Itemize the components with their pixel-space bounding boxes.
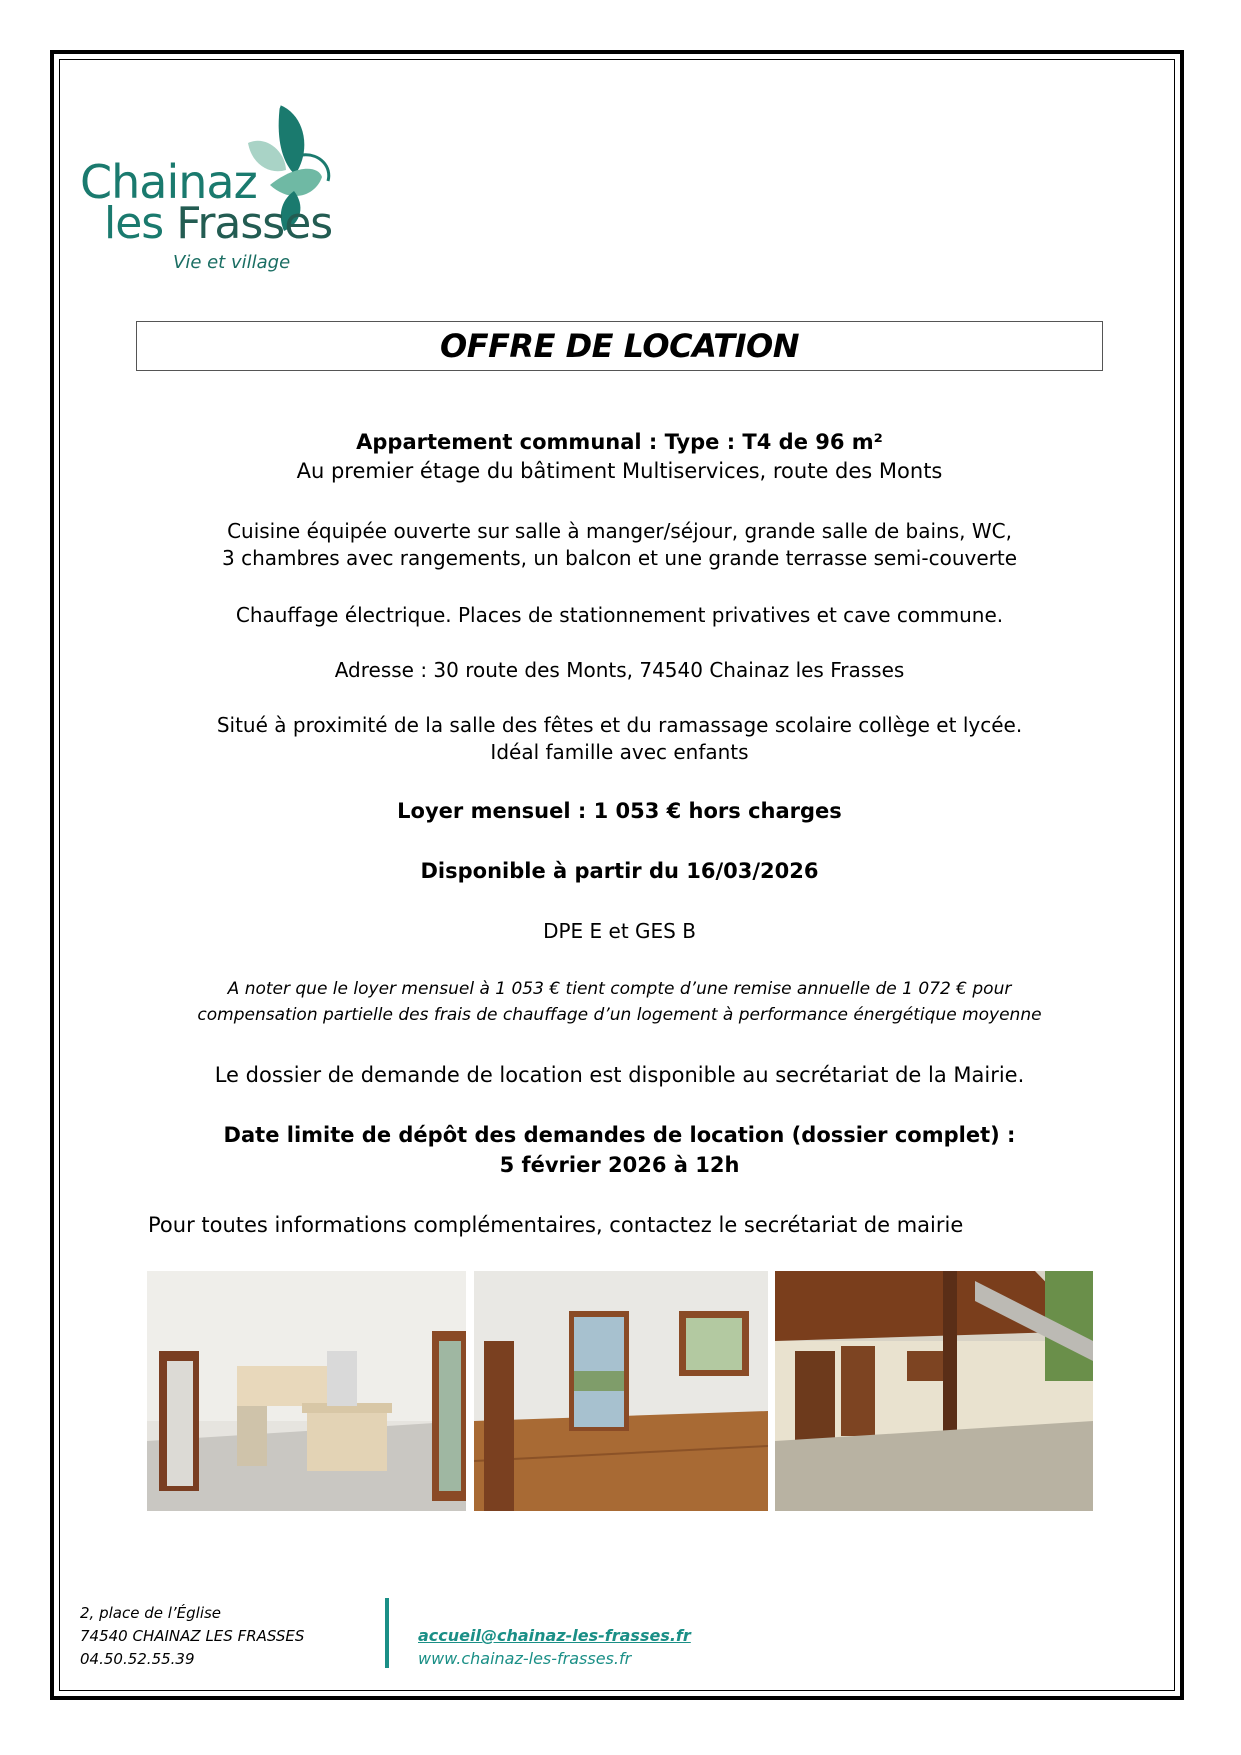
photo-bedroom (474, 1271, 768, 1511)
photo-kitchen (147, 1271, 466, 1511)
logo-tagline: Vie et village (173, 252, 291, 273)
energy-rating: DPE E et GES B (543, 919, 696, 943)
deadline-line-1: Date limite de dépôt des demandes de location (dossier complet) : (223, 1123, 1016, 1147)
logo-les: les (104, 198, 164, 249)
footer-address-line-1: 2, place de l’Église (80, 1604, 222, 1622)
photo-terrace (775, 1271, 1093, 1511)
page-title: OFFRE DE LOCATION (440, 327, 799, 365)
footer-address-line-2: 74540 CHAINAZ LES FRASSES (80, 1627, 305, 1645)
monthly-rent: Loyer mensuel : 1 053 € hors charges (397, 799, 842, 823)
footer-phone: 04.50.52.55.39 (80, 1650, 195, 1668)
contact-info: Pour toutes informations complémentaires, contactez le secrétariat de mairie (148, 1213, 964, 1237)
municipality-logo (80, 95, 360, 285)
address: Adresse : 30 route des Monts, 74540 Chainaz les Frasses (334, 658, 905, 682)
title-box (136, 321, 1103, 371)
logo-name-line2 (104, 198, 332, 249)
listing-heading: Appartement communal : Type : T4 de 96 m² (356, 430, 883, 454)
proximity-line-1: Situé à proximité de la salle des fêtes et du ramassage scolaire collège et lycée. (216, 713, 1023, 737)
footer-email-link[interactable]: accueil@chainaz-les-frasses.fr (418, 1626, 691, 1645)
dossier-info: Le dossier de demande de location est disponible au secrétariat de la Mairie. (214, 1063, 1025, 1087)
note-line-1: A noter que le loyer mensuel à 1 053 € tient compte d’une remise annuelle de 1 072 € pour (227, 979, 1012, 999)
features-line-1: Cuisine équipée ouverte sur salle à manger/séjour, grande salle de bains, WC, (227, 519, 1012, 543)
listing-location: Au premier étage du bâtiment Multiservices, route des Monts (296, 459, 943, 483)
logo-name-line1: Chainaz (80, 155, 257, 209)
logo-frasses: Frasses (176, 198, 333, 249)
footer-website-link[interactable]: www.chainaz-les-frasses.fr (418, 1649, 632, 1668)
footer-divider (385, 1598, 389, 1668)
heating-parking: Chauffage électrique. Places de stationnement privatives et cave commune. (235, 603, 1004, 627)
availability-date: Disponible à partir du 16/03/2026 (420, 859, 819, 883)
footer-links (418, 1624, 691, 1670)
proximity-line-2: Idéal famille avec enfants (490, 740, 749, 764)
note-line-2: compensation partielle des frais de chauffage d’un logement à performance énergétique moyenne (197, 1005, 1042, 1025)
features-line-2: 3 chambres avec rangements, un balcon et une grande terrasse semi-couverte (222, 546, 1017, 570)
deadline-line-2: 5 février 2026 à 12h (499, 1153, 740, 1177)
footer-address (80, 1602, 304, 1671)
